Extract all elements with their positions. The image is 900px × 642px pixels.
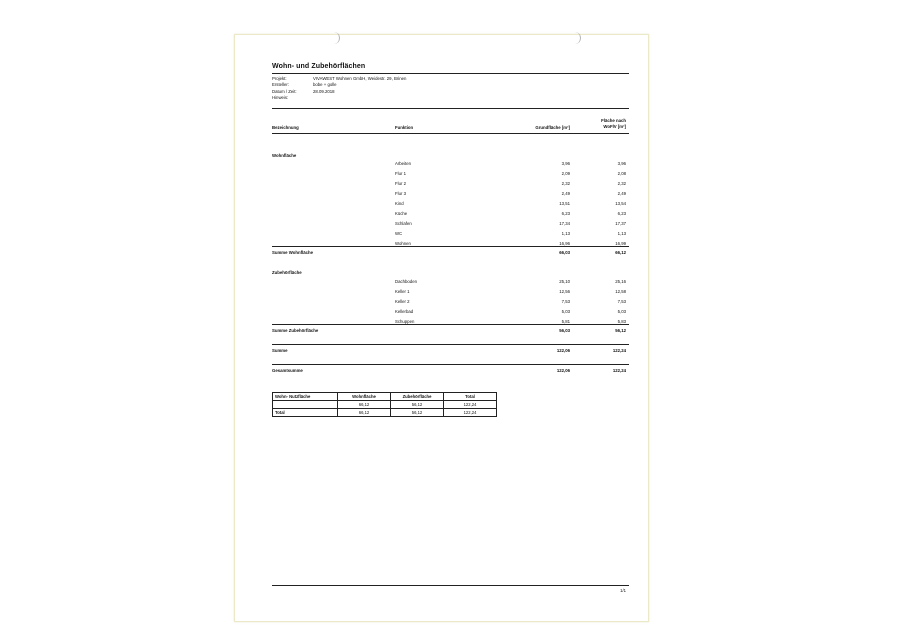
meta-key: Hinweis: [272, 94, 289, 100]
footer-rule [272, 585, 629, 586]
row-funktion: Flur 1 [395, 171, 406, 176]
overview-header-cell: Zubehörfläche [391, 393, 444, 401]
summe-grundflaeche: 122,06 [556, 348, 570, 353]
document-page [234, 34, 649, 622]
row-funktion: Flur 2 [395, 181, 406, 186]
row-wofiv: 17,37 [615, 221, 626, 226]
row-wofiv: 7,53 [617, 299, 626, 304]
meta-key: Projekt: [272, 76, 287, 81]
row-funktion: Keller 2 [395, 299, 410, 304]
table-row [235, 181, 648, 190]
row-wofiv: 3,96 [617, 161, 626, 166]
row-funktion: WC [395, 231, 403, 236]
table-row [235, 191, 648, 200]
row-grundflaeche: 6,23 [561, 211, 570, 216]
sum-grundflaeche: 56,03 [559, 328, 570, 333]
row-wofiv: 6,23 [617, 211, 626, 216]
row-grundflaeche: 3,96 [561, 161, 570, 166]
overview-cell: 56,12 [391, 401, 444, 409]
row-wofiv: 1,13 [617, 231, 626, 236]
row-grundflaeche: 25,10 [559, 279, 570, 284]
summe-wofiv: 122,24 [612, 348, 626, 353]
row-grundflaeche: 2,49 [561, 191, 570, 196]
sum-grundflaeche: 66,03 [559, 250, 570, 255]
meta-value: VIVAWEST Wohnen GmbH, Weidestr. 29, Brinen [313, 76, 407, 81]
row-grundflaeche: 2,09 [561, 171, 570, 176]
header-funktion: Funktion [395, 125, 414, 130]
meta-row-hinweis [272, 95, 406, 101]
row-wofiv: 5,03 [617, 309, 626, 314]
overview-cell: Total [273, 409, 338, 417]
row-grundflaeche: 12,56 [559, 289, 570, 294]
sum-label: Summe Zubehörfläche [272, 328, 319, 333]
row-grundflaeche: 17,34 [559, 221, 570, 226]
sum-wofiv: 56,12 [615, 328, 626, 333]
meta-key: Ersteller: [272, 82, 289, 88]
overview-cell: 122,24 [444, 401, 497, 409]
row-grundflaeche: 1,13 [561, 231, 570, 236]
punch-notch-left [331, 32, 340, 44]
row-funktion: Dachboden [395, 279, 417, 284]
row-wofiv: 2,32 [617, 181, 626, 186]
punch-notch-right [572, 32, 581, 44]
summe-rule [272, 344, 629, 345]
row-funktion: Kellerbad [395, 309, 414, 314]
overview-cell: 122,24 [444, 409, 497, 417]
row-funktion: Küche [395, 211, 408, 216]
row-wofiv: 13,54 [615, 201, 626, 206]
row-funktion: Schlafen [395, 221, 412, 226]
overview-header-cell: Total [444, 393, 497, 401]
table-row [235, 231, 648, 240]
row-wofiv: 12,58 [615, 289, 626, 294]
row-wofiv: 2,08 [617, 171, 626, 176]
overview-table [272, 392, 497, 417]
row-grundflaeche: 2,32 [561, 181, 570, 186]
row-funktion: Arbeiten [395, 161, 412, 166]
sum-wofiv: 66,12 [615, 250, 626, 255]
table-row [235, 279, 648, 288]
row-wofiv: 5,83 [617, 319, 626, 324]
row-grundflaeche: 7,53 [561, 299, 570, 304]
row-wofiv: 25,16 [615, 279, 626, 284]
row-funktion: Kind [395, 201, 404, 206]
overview-header-row [273, 393, 497, 401]
table-row [235, 309, 648, 318]
table-row [235, 221, 648, 230]
table-row [235, 211, 648, 220]
gesamtsumme-grundflaeche: 122,06 [556, 368, 570, 373]
summe-label: Summe [272, 348, 288, 353]
overview-total-row [273, 409, 497, 417]
overview-header-cell: Wohnfläche [338, 393, 391, 401]
document-title: Wohn- und Zubehörflächen [272, 63, 366, 70]
overview-cell: 66,12 [338, 401, 391, 409]
meta-block [272, 76, 406, 101]
header-rule [272, 133, 629, 134]
overview-row [273, 401, 497, 409]
row-grundflaeche: 13,51 [559, 201, 570, 206]
overview-cell [273, 401, 338, 409]
row-funktion: Wohnen [395, 241, 411, 246]
gesamtsumme-label: Gesamtsumme [272, 368, 303, 373]
overview-header-cell: Wohn- Nutzfläche [273, 393, 338, 401]
sum-label: Summe Wohnfläche [272, 250, 313, 255]
row-wofiv: 2,49 [617, 191, 626, 196]
zubehoer-sum-rule [272, 324, 629, 325]
table-row [235, 171, 648, 180]
header-wofiv-line2: WoFlV [m²] [603, 123, 626, 129]
page-number: 1/1 [620, 588, 626, 593]
table-row [235, 299, 648, 308]
row-grundflaeche: 5,03 [561, 309, 570, 314]
overview-cell: 56,12 [391, 409, 444, 417]
row-funktion: Schuppen [395, 319, 415, 324]
header-wofiv [601, 118, 626, 129]
row-grundflaeche: 16,96 [559, 241, 570, 246]
row-funktion: Flur 3 [395, 191, 406, 196]
meta-key: Datum / Zeit: [272, 88, 297, 94]
gesamtsumme-rule [272, 364, 629, 365]
header-bezeichnung: Bezeichnung [272, 125, 299, 130]
header-wofiv-line1: Fläche nach [601, 118, 626, 123]
title-rule [272, 73, 629, 74]
row-grundflaeche: 5,81 [561, 319, 570, 324]
table-row [235, 161, 648, 170]
table-row [235, 289, 648, 298]
section-wohnflaeche: Wohnfläche [272, 153, 297, 158]
section-zubehoerflaeche: Zubehörfläche [272, 270, 302, 275]
gesamtsumme-wofiv: 122,24 [612, 368, 626, 373]
row-wofiv: 16,99 [615, 241, 626, 246]
header-grundflaeche: Grundfläche [m²] [535, 125, 570, 130]
wohnflaeche-sum-rule [272, 246, 629, 247]
meta-value: 28.09.2018 [313, 88, 335, 94]
table-row [235, 201, 648, 210]
overview-cell: 66,12 [338, 409, 391, 417]
meta-rule [272, 108, 629, 109]
meta-value: bobe + golle [313, 82, 337, 88]
row-funktion: Keller 1 [395, 289, 410, 294]
